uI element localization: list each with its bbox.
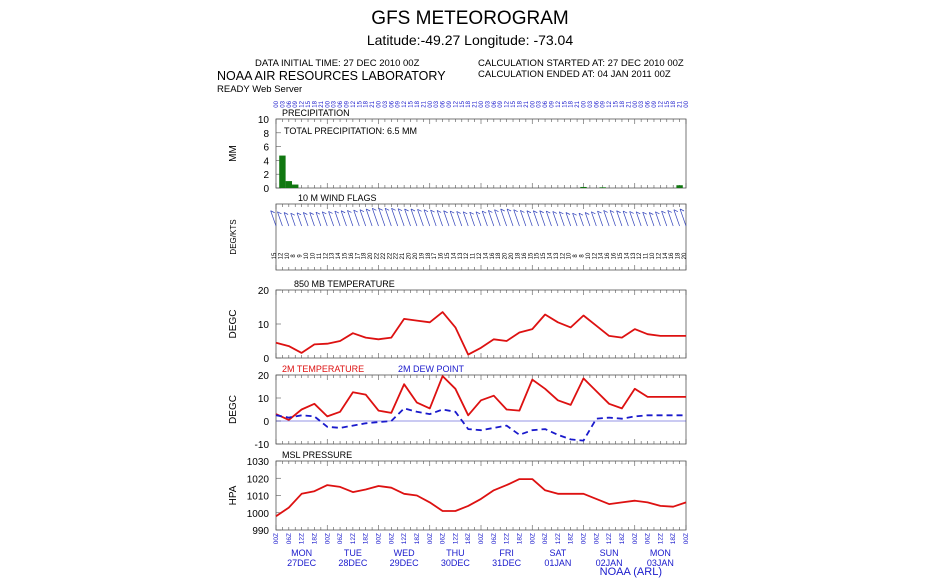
precip-panel-title: PRECIPITATION	[282, 108, 350, 118]
wind-speed-label: 12	[592, 252, 599, 260]
wind-speed-label: 17	[432, 252, 439, 260]
wind-barb	[457, 211, 462, 226]
bottom-hour-label: 18Z	[670, 533, 678, 545]
t2m-legend-temp: 2M TEMPERATURE	[282, 364, 365, 374]
bottom-hour-label: 12Z	[349, 533, 357, 545]
top-hour-label: 06	[491, 101, 498, 108]
wind-barb	[598, 211, 603, 226]
bottom-hour-label: 00Z	[273, 533, 280, 545]
mslp-line	[276, 479, 686, 516]
t850-ytick-label: 0	[263, 354, 269, 365]
wind-speed-label: 15	[444, 252, 451, 260]
bottom-hour-label: 06Z	[285, 533, 293, 545]
wind-speed-label: 20	[412, 252, 419, 260]
wind-barb	[385, 208, 391, 226]
bottom-hour-label: 18Z	[618, 533, 626, 545]
wind-speed-label: 15	[541, 252, 548, 260]
wind-barb	[495, 210, 501, 226]
t2m-legend-dew: 2M DEW POINT	[398, 364, 465, 374]
wind-barb	[341, 211, 346, 226]
wind-barb	[335, 211, 340, 226]
wind-speed-label: 18	[515, 252, 522, 260]
top-hour-label: 09	[600, 101, 607, 108]
bottom-hour-label: 18Z	[465, 533, 473, 545]
precip-bar	[676, 185, 682, 188]
wind-barb	[623, 211, 628, 226]
t850-panel-title: 850 MB TEMPERATURE	[294, 279, 395, 289]
precip-ytick-label: 6	[263, 142, 269, 154]
wind-panel-title: 10 M WIND FLAGS	[298, 193, 377, 203]
wind-barb	[437, 210, 442, 226]
bottom-hour-label: 18Z	[516, 533, 524, 545]
noaa-watermark: NOAA (ARL)	[599, 566, 662, 578]
top-hour-label: 06	[645, 101, 652, 108]
day-of-week-label: MON	[649, 548, 671, 558]
top-hour-label: 21	[677, 101, 684, 108]
top-hour-label: 09	[651, 101, 658, 108]
wind-barb	[604, 210, 609, 226]
wind-barb	[662, 211, 667, 226]
wind-barb	[546, 211, 551, 226]
precip-ytick-label: 4	[263, 156, 269, 168]
wind-speed-label: 14	[451, 252, 458, 260]
top-hour-label: 21	[575, 101, 582, 108]
mslp-ytick-label: 1020	[246, 474, 269, 486]
precip-bar	[600, 187, 606, 188]
top-hour-label: 21	[523, 101, 530, 108]
wind-speed-label: 10	[304, 252, 311, 260]
wind-speed-label: 14	[624, 252, 631, 260]
day-of-week-label: TUE	[343, 548, 362, 558]
wind-speed-label: 8	[579, 254, 586, 258]
wind-speed-label: 20	[682, 252, 688, 260]
wind-barb	[649, 213, 654, 227]
day-date-label: 29DEC	[389, 558, 419, 568]
t850-ytick-label: 10	[257, 320, 269, 331]
precip-bar	[292, 185, 298, 188]
wind-speed-label: 10	[649, 252, 656, 260]
page-subtitle: Latitude:-49.27 Longitude: -73.04	[366, 32, 574, 48]
wind-barb	[617, 211, 622, 226]
wind-barb	[303, 213, 308, 227]
wind-barb	[411, 209, 417, 226]
bottom-hour-label: 00Z	[631, 533, 639, 545]
precip-ylabel: MM	[228, 145, 239, 162]
top-hour-label: 03	[434, 101, 441, 108]
bottom-hour-label: 00Z	[324, 533, 332, 545]
top-hour-label: 12	[555, 101, 562, 108]
day-of-week-label: WED	[393, 548, 415, 558]
top-hour-label: 09	[395, 101, 402, 108]
precip-ytick-label: 2	[263, 170, 269, 182]
day-of-week-label: FRI	[499, 548, 514, 558]
wind-speed-label: 22	[380, 252, 387, 260]
wind-barb	[643, 212, 648, 226]
top-hour-label: 18	[568, 101, 575, 108]
top-hour-label: 00	[530, 101, 537, 108]
top-hour-label: 18	[363, 101, 370, 108]
top-hour-label: 00	[427, 101, 434, 108]
wind-barb	[322, 212, 327, 226]
top-hour-label: 12	[299, 101, 306, 108]
mslp-ytick-label: 1010	[246, 491, 269, 503]
precip-ytick-label: 8	[263, 128, 269, 140]
bottom-hour-label: 00Z	[529, 533, 537, 545]
wind-speed-label: 14	[598, 252, 605, 260]
wind-barb	[527, 211, 532, 226]
top-hour-label: 03	[485, 101, 492, 108]
bottom-hour-label: 12Z	[554, 533, 562, 545]
wind-speed-label: 17	[355, 252, 362, 260]
wind-speed-label: 14	[483, 252, 490, 260]
day-of-week-label: SAT	[549, 548, 567, 558]
wind-speed-label: 12	[560, 252, 567, 260]
wind-speed-label: 12	[278, 252, 285, 260]
day-date-label: 02JAN	[595, 558, 623, 568]
wind-barb	[470, 212, 475, 226]
top-hour-label: 18	[619, 101, 626, 108]
top-hour-label: 21	[318, 101, 325, 108]
mslp-ytick-label: 1030	[246, 457, 269, 468]
wind-barb	[366, 209, 372, 226]
bottom-hour-label: 06Z	[593, 533, 601, 545]
mslp-ytick-label: 1000	[246, 508, 269, 520]
wind-speed-label: 22	[387, 252, 394, 260]
top-hour-label: 15	[664, 101, 671, 108]
wind-barb	[668, 210, 673, 226]
wind-speed-label: 16	[438, 252, 445, 260]
bottom-hour-label: 18Z	[362, 533, 370, 545]
wind-barb	[520, 210, 525, 226]
page-title: GFS METEOROGRAM	[371, 8, 569, 29]
wind-barb	[277, 212, 282, 226]
day-of-week-label: MON	[291, 548, 313, 558]
top-hour-label: 03	[331, 101, 338, 108]
top-hour-label: 12	[607, 101, 614, 108]
bottom-hour-label: 06Z	[542, 533, 550, 545]
top-hour-label: 15	[511, 101, 518, 108]
mslp-ytick-label: 990	[252, 526, 269, 537]
day-date-label: 27DEC	[287, 558, 317, 568]
bottom-hour-label: 06Z	[439, 533, 447, 545]
wind-speed-label: 12	[477, 252, 483, 260]
wind-barb	[680, 209, 686, 226]
mslp-ylabel: HPA	[228, 485, 239, 506]
bottom-hour-label: 06Z	[644, 533, 652, 545]
top-hour-label: 06	[286, 101, 293, 108]
top-hour-label: 09	[446, 101, 453, 108]
wind-speed-label: 13	[553, 252, 560, 260]
wind-barb	[514, 210, 520, 226]
wind-barb	[630, 211, 635, 226]
top-hour-label: 18	[517, 101, 524, 108]
precip-total-note: TOTAL PRECIPITATION: 6.5 MM	[284, 126, 418, 136]
wind-speed-label: 20	[509, 252, 516, 260]
wind-barb	[636, 212, 641, 226]
top-hour-label: 12	[350, 101, 357, 108]
precip-ytick-label: 10	[257, 115, 269, 126]
top-hour-label: 06	[440, 101, 447, 108]
bottom-hour-label: 12Z	[401, 533, 409, 545]
wind-speed-label: 19	[419, 252, 426, 260]
wind-speed-label: 14	[662, 252, 669, 260]
t2m-ytick-label: 10	[257, 394, 269, 405]
t2m-temp-line	[276, 376, 686, 420]
wind-speed-label: 16	[348, 252, 355, 260]
wind-barb	[372, 208, 378, 226]
wind-barb	[450, 211, 455, 226]
top-hour-label: 15	[459, 101, 466, 108]
wind-speed-label: 13	[457, 252, 464, 260]
wind-barb	[501, 209, 507, 226]
wind-speed-label: 11	[643, 252, 650, 260]
top-hour-label: 15	[562, 101, 569, 108]
bottom-hour-label: 00Z	[426, 533, 434, 545]
wind-barb	[463, 212, 468, 226]
mslp-panel-title: MSL PRESSURE	[282, 450, 353, 460]
wind-speed-label: 15	[617, 252, 624, 260]
bottom-hour-label: 18Z	[567, 533, 575, 545]
top-hour-label: 03	[587, 101, 594, 108]
top-hour-label: 09	[498, 101, 505, 108]
top-hour-label: 21	[421, 101, 428, 108]
bottom-hour-label: 12Z	[298, 533, 306, 545]
t2m-panel-frame	[276, 375, 686, 444]
wind-barb	[431, 210, 437, 226]
top-hour-label: 00	[684, 101, 690, 108]
top-hour-label: 15	[613, 101, 620, 108]
precip-bar	[279, 156, 285, 188]
wind-speed-label: 16	[669, 252, 676, 260]
top-hour-label: 18	[312, 101, 319, 108]
bottom-hour-label: 06Z	[337, 533, 345, 545]
wind-barb	[585, 213, 590, 227]
wind-speed-label: 18	[361, 252, 368, 260]
wind-speed-label: 20	[368, 252, 375, 260]
wind-barb	[398, 209, 404, 226]
wind-barb	[507, 209, 513, 226]
wind-speed-label: 18	[675, 252, 682, 260]
wind-speed-label: 11	[316, 252, 323, 260]
wind-barb	[476, 212, 481, 226]
top-hour-label: 15	[408, 101, 415, 108]
top-hour-label: 21	[626, 101, 633, 108]
top-hour-label: 00	[581, 101, 588, 108]
wind-barb	[405, 209, 411, 226]
calc-started: CALCULATION STARTED AT: 27 DEC 2010 00Z	[478, 58, 684, 69]
bottom-hour-label: 12Z	[452, 533, 460, 545]
wind-speed-label: 12	[656, 252, 663, 260]
bottom-hour-label: 18Z	[413, 533, 421, 545]
wind-barb	[316, 212, 321, 226]
wind-barb	[354, 210, 360, 226]
top-hour-label: 00	[479, 101, 485, 108]
top-hour-label: 03	[382, 101, 389, 108]
wind-speed-label: 13	[630, 252, 637, 260]
calc-ended: CALCULATION ENDED AT: 04 JAN 2011 00Z	[478, 69, 671, 80]
t2m-ytick-label: 20	[257, 371, 269, 382]
wind-barb	[655, 212, 660, 226]
top-hour-label: 00	[274, 101, 280, 108]
bottom-hour-label: 06Z	[388, 533, 396, 545]
wind-speed-label: 16	[489, 252, 496, 260]
wind-barb	[540, 211, 545, 226]
top-hour-label: 18	[414, 101, 421, 108]
top-hour-label: 09	[344, 101, 351, 108]
t2m-ytick-label: 0	[263, 417, 269, 428]
t2m-ytick-label: -10	[254, 440, 269, 451]
wind-barb	[284, 213, 289, 227]
wind-barb	[553, 211, 558, 226]
top-hour-label: 12	[504, 101, 511, 108]
top-hour-label: 18	[671, 101, 678, 108]
wind-barb	[533, 211, 538, 226]
day-of-week-label: THU	[446, 548, 465, 558]
day-date-label: 03JAN	[646, 558, 674, 568]
top-hour-label: 12	[402, 101, 409, 108]
wind-barb	[482, 211, 487, 226]
top-hour-label: 03	[639, 101, 646, 108]
top-hour-label: 09	[293, 101, 300, 108]
day-date-label: 28DEC	[338, 558, 368, 568]
data-init-time: DATA INITIAL TIME: 27 DEC 2010 00Z	[255, 58, 420, 69]
top-hour-label: 00	[632, 101, 639, 108]
wind-speed-label: 21	[400, 252, 407, 260]
top-hour-label: 15	[306, 101, 313, 108]
wind-speed-label: 8	[573, 254, 580, 258]
top-hour-label: 00	[325, 101, 332, 108]
wind-speed-label: 14	[336, 252, 343, 260]
wind-speed-label: 13	[329, 252, 336, 260]
day-of-week-label: SUN	[599, 548, 619, 558]
wind-speed-label: 15	[272, 252, 278, 260]
wind-barb	[347, 210, 352, 226]
top-hour-label: 06	[389, 101, 396, 108]
day-date-label: 01JAN	[544, 558, 572, 568]
wind-barb	[392, 208, 398, 226]
top-hour-label: 18	[466, 101, 473, 108]
top-hour-label: 00	[376, 101, 383, 108]
bottom-hour-label: 00Z	[580, 533, 588, 545]
wind-barb	[591, 212, 596, 226]
wind-speed-label: 18	[496, 252, 503, 260]
bottom-hour-label: 06Z	[490, 533, 498, 545]
wind-speed-label: 9	[297, 254, 304, 258]
top-hour-label: 06	[338, 101, 345, 108]
top-hour-label: 15	[357, 101, 364, 108]
wind-speed-label: 10	[284, 252, 291, 260]
wind-barb	[488, 210, 493, 226]
wind-speed-label: 15	[342, 252, 349, 260]
wind-speed-label: 22	[374, 252, 381, 260]
top-hour-label: 21	[370, 101, 377, 108]
wind-speed-label: 15	[528, 252, 535, 260]
organization-name: NOAA AIR RESOURCES LABORATORY	[217, 69, 446, 83]
bottom-hour-label: 18Z	[311, 533, 319, 545]
wind-barb	[329, 211, 334, 226]
wind-barb	[674, 210, 680, 226]
wind-speed-label: 8	[291, 254, 298, 258]
t850-ytick-label: 20	[257, 286, 269, 297]
top-hour-label: 12	[453, 101, 460, 108]
bottom-hour-label: 00Z	[375, 533, 383, 545]
wind-speed-label: 16	[611, 252, 618, 260]
top-hour-label: 06	[594, 101, 601, 108]
wind-ylabel: DEG/KTS	[229, 219, 238, 255]
t2m-ylabel: DEGC	[228, 395, 239, 424]
wind-speed-label: 11	[470, 252, 477, 260]
bottom-hour-label: 00Z	[478, 533, 485, 545]
day-date-label: 30DEC	[440, 558, 470, 568]
top-hour-label: 06	[543, 101, 550, 108]
wind-barb	[610, 210, 615, 226]
wind-barb	[559, 212, 564, 226]
wind-barb	[310, 213, 315, 227]
t850-line	[276, 312, 686, 355]
top-hour-label: 03	[536, 101, 543, 108]
wind-speed-label: 10	[585, 252, 592, 260]
top-hour-label: 12	[658, 101, 665, 108]
wind-barb	[444, 211, 449, 226]
server-name: READY Web Server	[217, 84, 303, 95]
wind-speed-label: 20	[406, 252, 413, 260]
top-hour-label: 03	[280, 101, 287, 108]
wind-barb	[566, 213, 571, 227]
bottom-hour-label: 00Z	[683, 533, 690, 545]
wind-barb	[271, 211, 276, 226]
wind-speed-label: 20	[502, 252, 509, 260]
wind-speed-label: 12	[637, 252, 644, 260]
precip-bar	[580, 187, 586, 188]
day-date-label: 31DEC	[492, 558, 522, 568]
wind-speed-label: 22	[393, 252, 400, 260]
wind-speed-label: 10	[566, 252, 573, 260]
t850-ylabel: DEGC	[228, 309, 239, 339]
wind-speed-label: 14	[547, 252, 554, 260]
top-hour-label: 21	[472, 101, 479, 108]
wind-barb	[424, 210, 430, 226]
wind-speed-label: 16	[605, 252, 612, 260]
precip-ytick-label: 0	[263, 184, 269, 195]
bottom-hour-label: 12Z	[503, 533, 511, 545]
bottom-hour-label: 12Z	[657, 533, 665, 545]
wind-speed-label: 10	[310, 252, 317, 260]
wind-speed-label: 12	[464, 252, 471, 260]
bottom-hour-label: 12Z	[606, 533, 614, 545]
mslp-panel-frame	[276, 461, 686, 530]
wind-barb	[360, 210, 366, 226]
wind-speed-label: 15	[534, 252, 541, 260]
wind-barb	[379, 208, 385, 226]
wind-speed-label: 18	[425, 252, 432, 260]
wind-speed-label: 16	[521, 252, 528, 260]
precip-bar	[286, 181, 292, 188]
wind-speed-label: 12	[323, 252, 330, 260]
top-hour-label: 09	[549, 101, 556, 108]
wind-barb	[418, 209, 424, 226]
